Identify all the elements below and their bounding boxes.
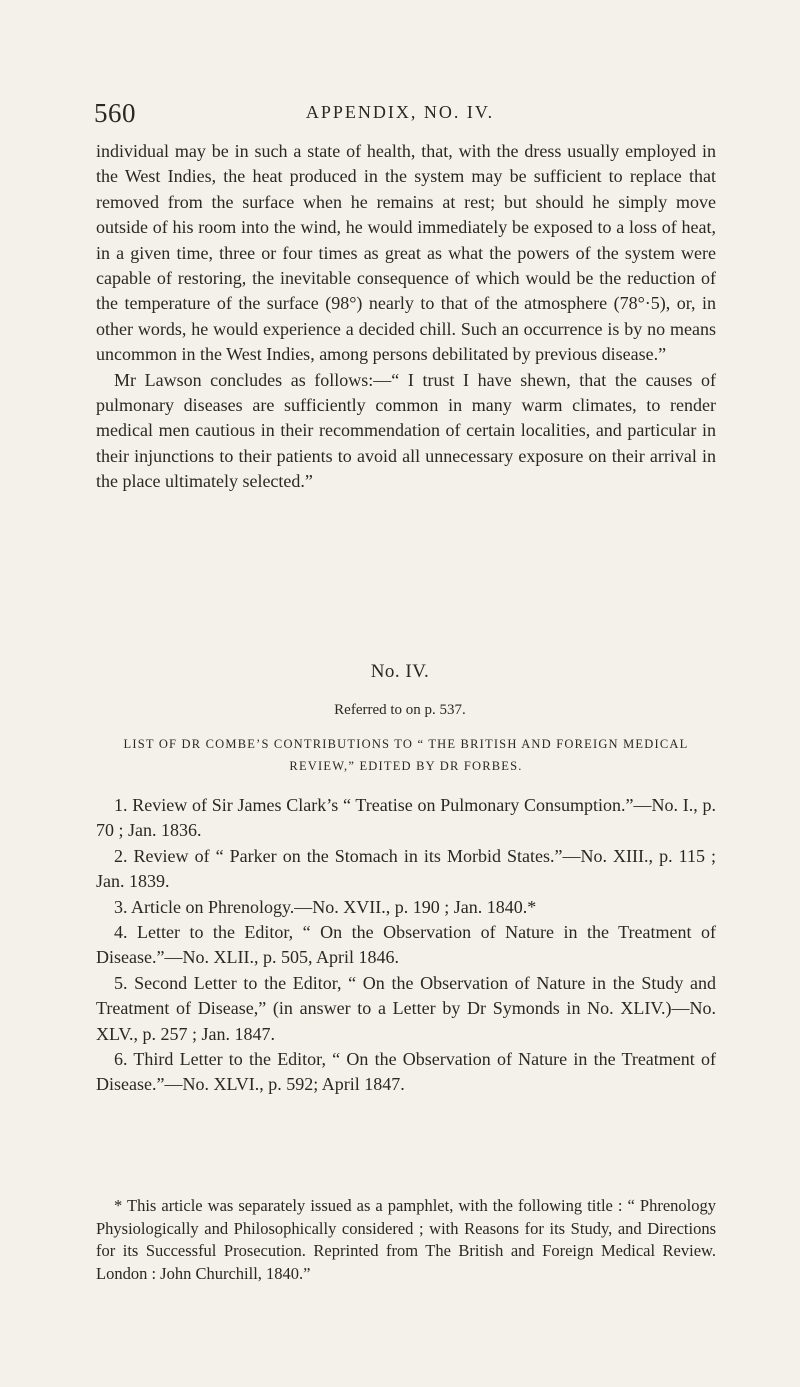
- list-heading: LIST OF DR COMBE’S CONTRIBUTIONS TO “ THE BRITISH AND FOREIGN MEDICAL REVIEW,” EDITED BY DR FORBES.: [123, 737, 689, 773]
- list-item: 2. Review of “ Parker on the Stomach in its Morbid States.”—No. XIII., p. 115 ; Jan. 1839.: [96, 845, 716, 892]
- list-item: 6. Third Letter to the Editor, “ On the Observation of Nature in the Treatment of Disease.”—No. XLVI., p. 592; April 1847.: [96, 1049, 716, 1095]
- footnote: [96, 1195, 716, 1285]
- list-item: 1. Review of Sir James Clark’s “ Treatise on Pulmonary Consumption.”—No. I., p. 70 ; Jan. 1836.: [96, 795, 716, 841]
- list-item: 4. Letter to the Editor, “ On the Observation of Nature in the Treatment of Disease.”—No. XLII., p. 505, April 1846.: [96, 922, 716, 968]
- footnote-text: * This article was separately issued as a pamphlet, with the following title : “ Phrenology Physiologically and Philosophically considered ; with Reasons for its Study, and Directions for its Successful Prosecution. Reprinted from The British and Foreign Medical Review. London : John Churchill, 1840.”: [96, 1196, 716, 1283]
- list-item: 5. Second Letter to the Editor, “ On the Observation of Nature in the Study and Treatment of Disease,” (in answer to a Letter by Dr Symonds in No. XLIV.)—No. XLV., p. 257 ; Jan. 1847.: [96, 972, 716, 1044]
- section-title: No. IV.: [370, 661, 430, 682]
- page-number: 560: [94, 98, 136, 128]
- section-reference: Referred to on p. 537.: [334, 702, 466, 718]
- body-text: [96, 139, 716, 495]
- running-head: APPENDIX, NO. IV.: [305, 102, 495, 122]
- paragraph-continuation: individual may be in such a state of health, that, with the dress usually employed in the West Indies, the heat produced in the system may be sufficient to replace that removed from the surface when he remains at rest; but should he simply move outside of his room into the wind, he would immediately be exposed to a loss of heat, in a given time, three or four times as great as what the powers of the system were capable of restoring, the inevitable consequence of which would be the reduction of the temperature of the surface (98°) nearly to that of the atmosphere (78°·5), or, in other words, he would experience a decided chill. Such an occurrence is by no means uncommon in the West Indies, among persons debilitated by previous disease.”: [96, 141, 716, 365]
- contributions-list: [96, 793, 716, 1098]
- list-item: 3. Article on Phrenology.—No. XVII., p. 190 ; Jan. 1840.*: [114, 896, 537, 917]
- paragraph-lawson-conclusion: Mr Lawson concludes as follows:—“ I trust I have shewn, that the causes of pulmonary diseases are sufficiently common in many warm climates, to render medical men cautious in their recommendation of certain localities, and particular in their injunctions to their patients to avoid all unnecessary exposure on their arrival in the place ultimately selected.”: [96, 369, 716, 492]
